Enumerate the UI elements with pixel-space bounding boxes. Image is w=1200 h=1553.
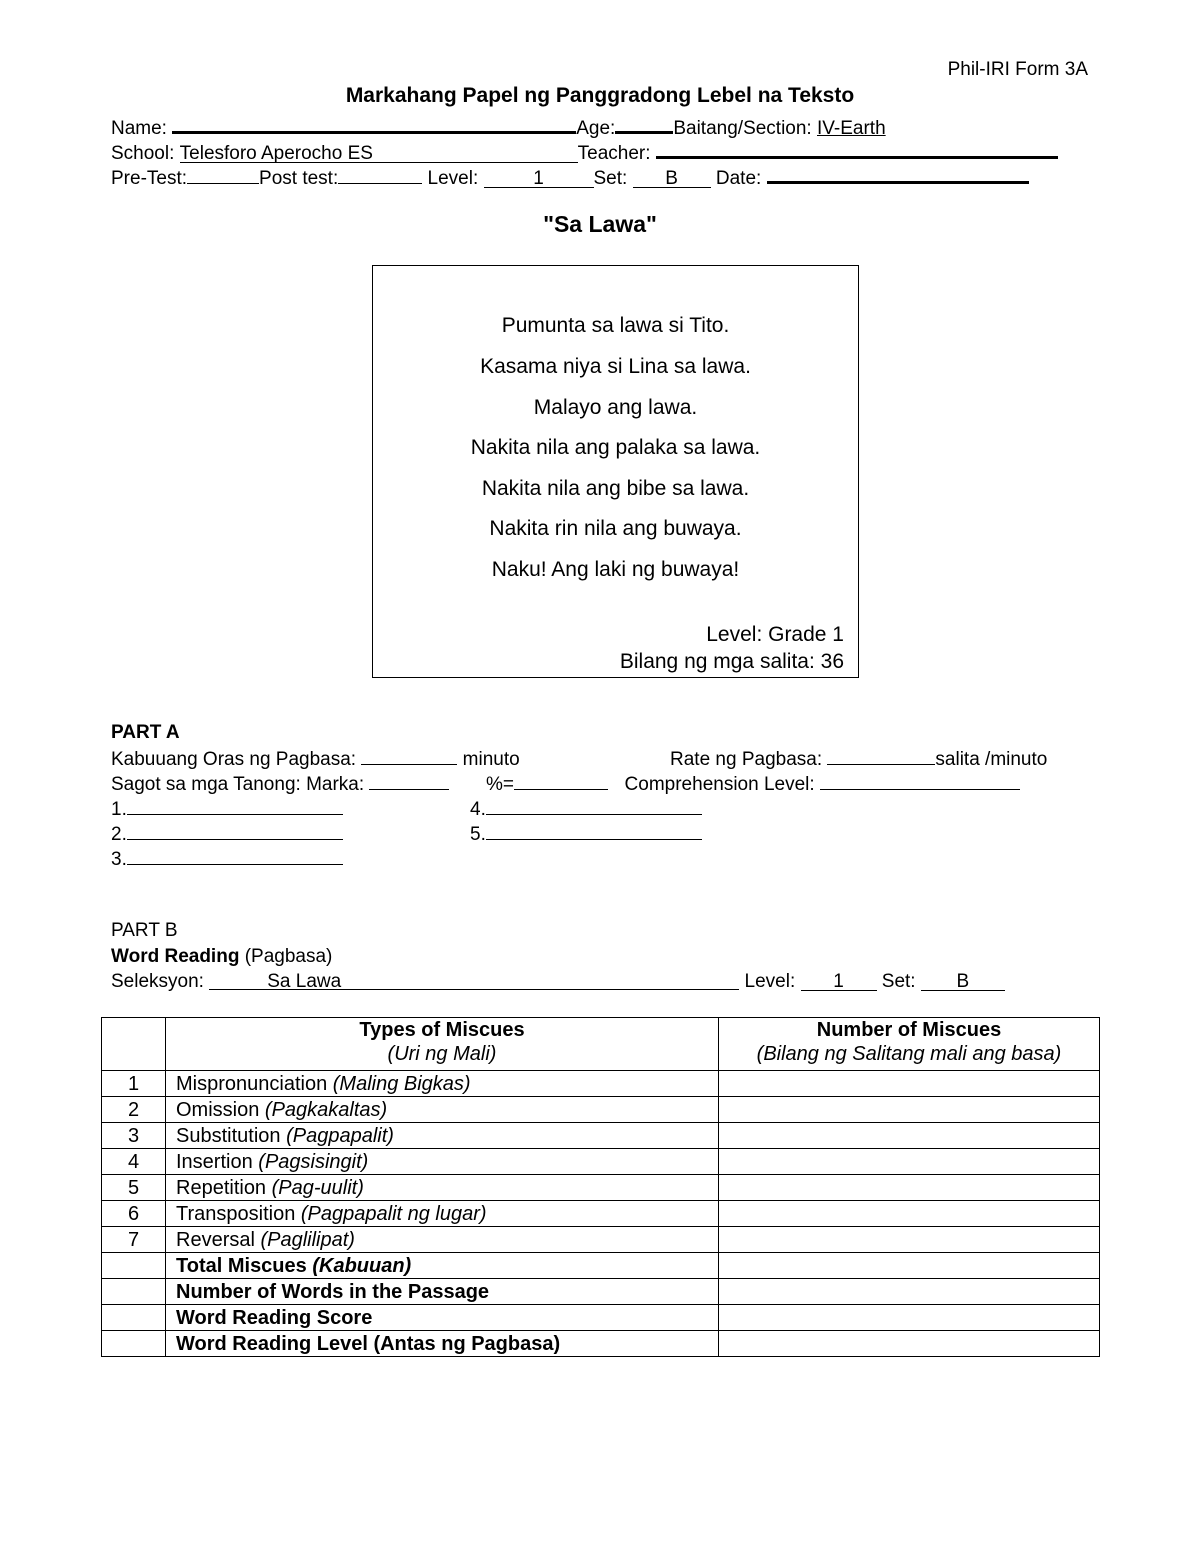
selection-value: Sa Lawa (209, 970, 739, 990)
header-number-of-miscues-cell (719, 1018, 1100, 1071)
answer-number: 5. (470, 824, 486, 845)
miscue-type-tl: (Maling Bigkas) (332, 1072, 471, 1095)
word-reading-level-cell[interactable] (719, 1331, 1100, 1357)
answers-label: Sagot sa mga Tanong: Marka: (111, 774, 365, 795)
miscue-type-tl: (Pag-uulit) (271, 1176, 364, 1199)
pretest-field[interactable] (187, 166, 259, 184)
miscue-type (166, 1123, 719, 1149)
percent-label: %= (485, 774, 514, 795)
miscue-count-cell[interactable] (719, 1201, 1100, 1227)
passage-line: Nakita rin nila ang buwaya. (489, 517, 742, 540)
header-line-2 (111, 139, 1058, 166)
header-line-1 (111, 114, 886, 141)
answer-item (111, 797, 343, 822)
miscue-table (101, 1017, 1100, 1357)
header-types-cell (166, 1018, 719, 1071)
words-in-passage-cell[interactable] (719, 1279, 1100, 1305)
table-row-level (102, 1331, 1100, 1357)
selection-row (111, 970, 1005, 994)
row-number: 7 (102, 1227, 166, 1253)
row-number-empty (102, 1305, 166, 1331)
table-row (102, 1071, 1100, 1097)
passage-line: Nakita nila ang palaka sa lawa. (470, 436, 761, 459)
date-field[interactable] (767, 164, 1029, 184)
teacher-field[interactable] (656, 139, 1058, 159)
miscue-type (166, 1201, 719, 1227)
section-label: Baitang/Section: (673, 118, 812, 139)
miscue-type (166, 1071, 719, 1097)
section-value: IV-Earth (817, 118, 886, 139)
rate-field[interactable] (827, 747, 935, 765)
table-row (102, 1227, 1100, 1253)
total-miscues-cell[interactable] (719, 1253, 1100, 1279)
answer-field-5[interactable] (486, 822, 702, 840)
passage-box (372, 265, 859, 678)
word-reading-score-cell[interactable] (719, 1305, 1100, 1331)
answers-row (111, 772, 1020, 797)
part-b-level-label: Level: (744, 971, 796, 992)
selection-label: Seleksyon: (111, 971, 204, 992)
rate-row (670, 747, 1047, 772)
table-row-total (102, 1253, 1100, 1279)
comprehension-field[interactable] (820, 772, 1020, 790)
passage-line: Malayo ang lawa. (533, 396, 698, 419)
answer-item (111, 847, 343, 872)
word-reading-translation: (Pagbasa) (244, 946, 333, 967)
teacher-label: Teacher: (577, 143, 651, 164)
rate-label: Rate ng Pagbasa: (670, 749, 823, 770)
date-label: Date: (715, 168, 762, 189)
part-b-level-value: 1 (801, 970, 877, 991)
school-label: School: (111, 143, 175, 164)
miscue-type-tl: (Pagsisingit) (258, 1150, 369, 1173)
part-a-heading: PART A (111, 722, 180, 743)
row-number: 4 (102, 1149, 166, 1175)
age-label: Age: (576, 118, 616, 139)
count-subheader: (Bilang ng Salitang mali ang basa) (756, 1043, 1062, 1065)
answer-item (470, 797, 702, 822)
school-value: Telesforo Aperocho ES (180, 142, 578, 163)
miscue-type (166, 1227, 719, 1253)
part-b-set-value: B (921, 970, 1005, 991)
passage-line: Nakita nila ang bibe sa lawa. (481, 477, 750, 500)
miscue-count-cell[interactable] (719, 1071, 1100, 1097)
miscue-type-en: Mispronunciation (176, 1072, 328, 1095)
miscue-type-tl: (Pagpapalit ng lugar) (300, 1202, 487, 1225)
row-number: 5 (102, 1175, 166, 1201)
age-field[interactable] (615, 114, 673, 134)
part-b-subheading (111, 945, 332, 969)
miscue-type-en: Substitution (176, 1124, 281, 1147)
miscue-type (166, 1149, 719, 1175)
row-number: 3 (102, 1123, 166, 1149)
miscue-type-en: Reversal (176, 1228, 255, 1251)
name-field[interactable] (172, 114, 576, 134)
total-en: Total Miscues (176, 1254, 307, 1277)
percent-field[interactable] (514, 772, 608, 790)
posttest-field[interactable] (338, 166, 422, 184)
comprehension-label: Comprehension Level: (624, 774, 815, 795)
row-number: 6 (102, 1201, 166, 1227)
miscue-count-cell[interactable] (719, 1123, 1100, 1149)
table-row (102, 1149, 1100, 1175)
types-header: Types of Miscues (359, 1019, 525, 1041)
table-row (102, 1175, 1100, 1201)
table-row (102, 1123, 1100, 1149)
header-number-cell (102, 1018, 166, 1071)
passage-line: Naku! Ang laki ng buwaya! (491, 558, 740, 581)
row-number: 2 (102, 1097, 166, 1123)
passage-word-count: Bilang ng mga salita: 36 (619, 650, 844, 673)
page-title: Markahang Papel ng Panggradong Lebel na Teksto (345, 84, 855, 107)
form-code: Phil-IRI Form 3A (947, 59, 1088, 80)
miscue-type (166, 1175, 719, 1201)
level-label: Level: (427, 168, 479, 189)
word-reading-label: Word Reading (111, 946, 240, 967)
name-label: Name: (111, 118, 167, 139)
header-line-3 (111, 164, 1029, 191)
answer-number: 1. (111, 799, 127, 820)
miscue-type-en: Transposition (176, 1202, 296, 1225)
answer-number: 3. (111, 849, 127, 870)
level-value: 1 (484, 167, 594, 188)
word-reading-score-label: Word Reading Score (166, 1305, 719, 1331)
row-number-empty (102, 1253, 166, 1279)
passage-line: Kasama niya si Lina sa lawa. (480, 355, 751, 378)
row-number-empty (102, 1279, 166, 1305)
total-miscues-label (166, 1253, 719, 1279)
set-value: B (633, 167, 711, 188)
answer-number: 2. (111, 824, 127, 845)
passage-level: Level: Grade 1 (706, 623, 844, 646)
answer-field-1[interactable] (127, 797, 343, 815)
row-number: 1 (102, 1071, 166, 1097)
miscue-count-cell[interactable] (719, 1149, 1100, 1175)
answer-field-3[interactable] (127, 847, 343, 865)
reading-time-field[interactable] (361, 747, 457, 765)
count-header: Number of Miscues (816, 1019, 1002, 1041)
passage-line: Pumunta sa lawa si Tito. (501, 314, 730, 337)
miscue-type-en: Omission (176, 1098, 260, 1121)
table-row (102, 1201, 1100, 1227)
miscue-type (166, 1097, 719, 1123)
total-tl: (Kabuuan) (312, 1254, 412, 1277)
miscue-type-tl: (Paglilipat) (260, 1228, 355, 1251)
answer-number: 4. (470, 799, 486, 820)
reading-time-label: Kabuuang Oras ng Pagbasa: (111, 749, 357, 770)
score-field[interactable] (369, 772, 449, 790)
answer-field-2[interactable] (127, 822, 343, 840)
pretest-label: Pre-Test: (111, 168, 188, 189)
part-b-set-label: Set: (881, 971, 916, 992)
miscue-type-tl: (Pagpapalit) (286, 1124, 394, 1147)
miscue-count-cell[interactable] (719, 1175, 1100, 1201)
set-label: Set: (593, 168, 628, 189)
table-header-row (102, 1018, 1100, 1071)
rate-unit: salita /minuto (935, 749, 1048, 770)
miscue-type-en: Repetition (176, 1176, 267, 1199)
miscue-type-en: Insertion (176, 1150, 253, 1173)
table-row (102, 1097, 1100, 1123)
answer-item (470, 822, 702, 847)
miscue-type-tl: (Pagkakaltas) (264, 1098, 388, 1121)
words-in-passage-label: Number of Words in the Passage (166, 1279, 719, 1305)
posttest-label: Post test: (259, 168, 339, 189)
row-number-empty (102, 1331, 166, 1357)
story-title: "Sa Lawa" (543, 211, 657, 237)
miscue-count-cell[interactable] (719, 1097, 1100, 1123)
word-reading-level-label: Word Reading Level (Antas ng Pagbasa) (166, 1331, 719, 1357)
reading-time-unit: minuto (462, 749, 520, 770)
reading-time-row (111, 747, 520, 772)
types-subheader: (Uri ng Mali) (387, 1043, 497, 1065)
table-row-words (102, 1279, 1100, 1305)
table-row-score (102, 1305, 1100, 1331)
part-b-heading: PART B (111, 920, 178, 941)
answer-item (111, 822, 343, 847)
answer-field-4[interactable] (486, 797, 702, 815)
miscue-count-cell[interactable] (719, 1227, 1100, 1253)
